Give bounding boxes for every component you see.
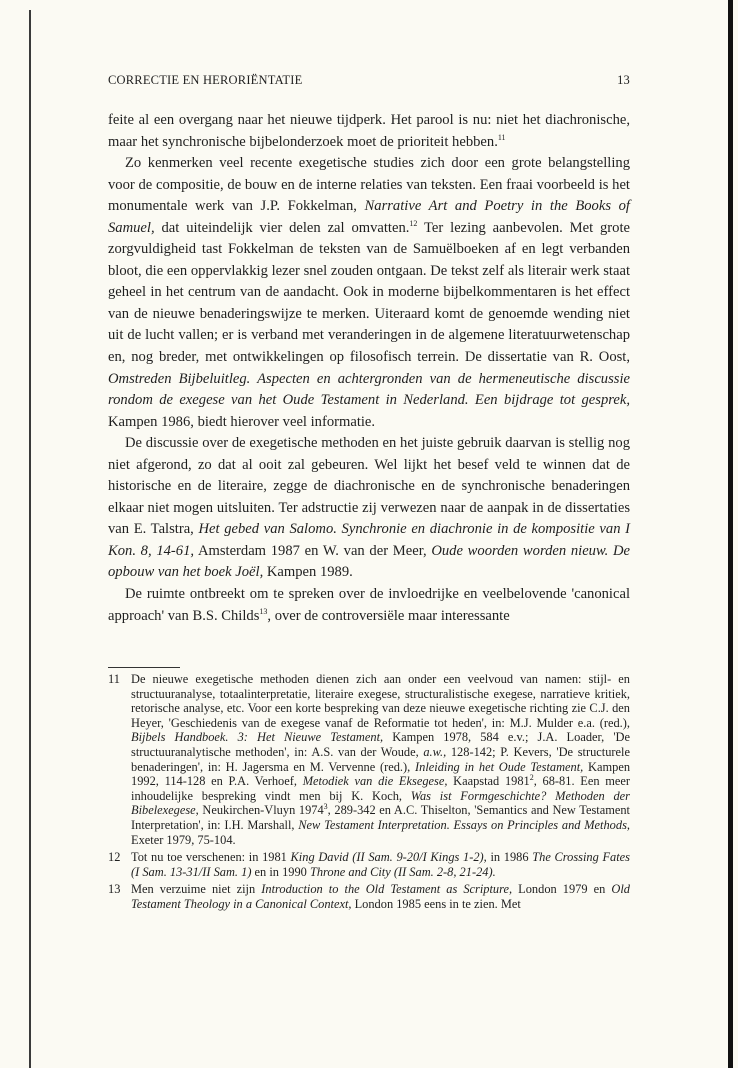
paragraph-text: De discussie over de exegetische methoden en het juiste gebruik daarvan is stellig nog niet afgerond, zo dat al ooit zal gebeuren. Wel lijkt het besef veld te winnen dat de historische en de literaire, zegge de diachronische en de synchronische benaderingen elkaar niet mogen uitsluiten. Ter adstructie zij verwezen naar de aanpak in de dissertaties van E. Talstra, (108, 435, 630, 538)
paragraph-1 (108, 110, 630, 153)
italic-title: The Crossing Fates (I Sam. 13-31/II Sam. 1) (131, 850, 631, 879)
footnote-number: 13 (108, 882, 121, 897)
italic-title: King David (II Sam. 9-20/I Kings 1-2), (290, 850, 487, 865)
page-number: 13 (617, 73, 630, 87)
footnote-text-run: De nieuwe exegetische methoden dienen zich aan onder een veelvoud van namen: stijl- en structuuranalyse, totaalinterpretatie, literaire exegese, structuralistische exegese, narratieve kritiek, retorische analyse, etc. Voor een korte bespreking van deze nieuwe exegetische richting zie C.J. den Heyer, 'Geschiedenis van de exegese vanaf de Reformatie tot heden', in: M.J. Mulder e.a. (red.), (131, 672, 630, 730)
italic-title: Inleiding in het Oude Testament, (415, 759, 584, 774)
footnote-text-run: Tot nu toe verschenen: in 1981 (131, 850, 291, 865)
scan-edge-left (29, 10, 31, 1068)
footnote-text-run: Kampen 1992, 114-128 en P.A. Verhoef, (131, 759, 631, 789)
footnote-number: 12 (108, 850, 121, 865)
paragraph-text: Ter lezing aanbevolen. Met grote zorgvuldigheid tast Fokkelman de teksten van de Samuëlboeken af en legt verbanden bloot, die een oppervlakkig lezer snel zouden ontgaan. De tekst zelf als literair werk staat geheel in het centrum van de aandacht. Ook in moderne bijbelkommentaren is het effect van de nieuwe benaderingswijze te merken. Uiteraard komt de genoemde wending niet uit de lucht vallen; er is verband met veranderingen in de algemene literatuurwetenschap en, nog breder, met ontwikkelingen op filosofisch terrein. De dissertatie van R. Oost, (108, 219, 630, 366)
italic-title: Narrative Art and Poetry in the Books of Samuel, (108, 198, 630, 236)
footnote-ref-11: 11 (497, 132, 506, 142)
main-text (108, 110, 630, 627)
edition-superscript: 2 (529, 773, 534, 783)
footnote-text-run: Kampen 1978, 584 e.v.; J.A. Loader, 'De structuuranalytische methoden', in: A.S. van der Woude, (131, 730, 630, 759)
footnotes (108, 672, 630, 915)
italic-title: Was ist Formgeschichte? Methoden der Bibelexegese, (131, 788, 630, 818)
footnote-text-run: Men verzuime niet zijn (131, 882, 262, 897)
paragraph-3 (108, 433, 630, 584)
italic-title: Throne and City (II Sam. 2-8, 21-24). (309, 864, 496, 879)
footnote-text-run: 128-142; P. Kevers, 'De structurele benaderingen', in: H. Jagersma en M. Vervenne (red.), (131, 744, 630, 774)
scan-edge-right (728, 0, 733, 1068)
footnote-text-run: , 68-81. Een meer inhoudelijke bespreking vindt men bij K. Koch, (131, 774, 630, 803)
footnote-text-run: , 289-342 en A.C. Thiselton, 'Semantics and New Testament Interpretation', in: I.H. Marshall, (131, 803, 630, 832)
running-title: CORRECTIE EN HERORIËNTATIE (108, 73, 303, 87)
footnote-text-run: London 1979 en (512, 882, 612, 897)
footnote-number: 11 (108, 672, 120, 686)
italic-title: Metodiek van die Eksegese, (302, 774, 448, 789)
footnote-13 (108, 882, 630, 911)
footnote-ref-13: 13 (259, 606, 268, 616)
paragraph-text: De ruimte ontbreekt om te spreken over de invloedrijke en veelbelovende 'canonical approach' van B.S. Childs (108, 586, 630, 624)
italic-title: Het gebed van Salomo. Synchronie en diachronie in de kompositie van I Kon. 8, 14-61, (108, 521, 631, 559)
italic-title: Introduction to the Old Testament as Scripture, (261, 882, 513, 897)
italic-title: Omstreden Bijbeluitleg. Aspecten en achtergronden van de hermeneutische discussie rondom de exegese van het Oude Testament in Nederland. Een bijdrage tot gesprek, (108, 370, 630, 409)
footnote-text-run: en in 1990 (251, 864, 310, 879)
footnote-text-run: Neukirchen-Vluyn 1974 (198, 803, 324, 818)
paragraph-text: Amsterdam 1987 en W. van der Meer, (194, 542, 432, 559)
paragraph-4 (108, 584, 630, 627)
paragraph-text: , over de controversiële maar interessante (267, 607, 510, 624)
edition-superscript: 3 (323, 802, 328, 812)
italic-title: Bijbels Handboek. 3: Het Nieuwe Testament, (131, 730, 384, 745)
footnote-text (131, 850, 630, 879)
italic-title: New Testament Interpretation. Essays on Principles and Methods, (298, 817, 630, 832)
footnote-12 (108, 850, 630, 879)
footnote-text (131, 672, 630, 847)
paragraph-text: Kampen 1986, biedt hierover veel informatie. (108, 413, 376, 430)
paragraph-2 (108, 153, 630, 433)
footnote-text (131, 882, 630, 911)
italic-title: Oude woorden worden nieuw. De opbouw van het boek Joël, (108, 542, 631, 581)
footnote-text-run: Kaapstad 1981 (447, 774, 530, 789)
paragraph-text: feite al een overgang naar het nieuwe tijdperk. Het parool is nu: niet het diachronische, maar het synchronische bijbelonderzoek moet de prioriteit hebben. (108, 112, 630, 150)
footnote-text-run: in 1986 (486, 850, 533, 865)
paragraph-text: dat uiteindelijk vier delen zal omvatten. (154, 219, 410, 236)
paragraph-text: Kampen 1989. (263, 564, 353, 581)
footnote-11 (108, 672, 630, 847)
italic-title: a.w., (423, 744, 447, 759)
paragraph-text: Zo kenmerken veel recente exegetische studies zich door een grote belangstelling voor de compositie, de bouw en de interne relaties van teksten. Een fraai voorbeeld is het monumentale werk van J.P. Fokkelman, (108, 155, 630, 215)
footnote-divider (108, 667, 180, 668)
footnote-text-run: London 1985 eens in te zien. Met (351, 896, 521, 911)
italic-title: Old Testament Theology in a Canonical Context, (131, 882, 630, 911)
footnote-ref-12: 12 (409, 218, 418, 228)
footnote-text-run: Exeter 1979, 75-104. (131, 832, 236, 847)
